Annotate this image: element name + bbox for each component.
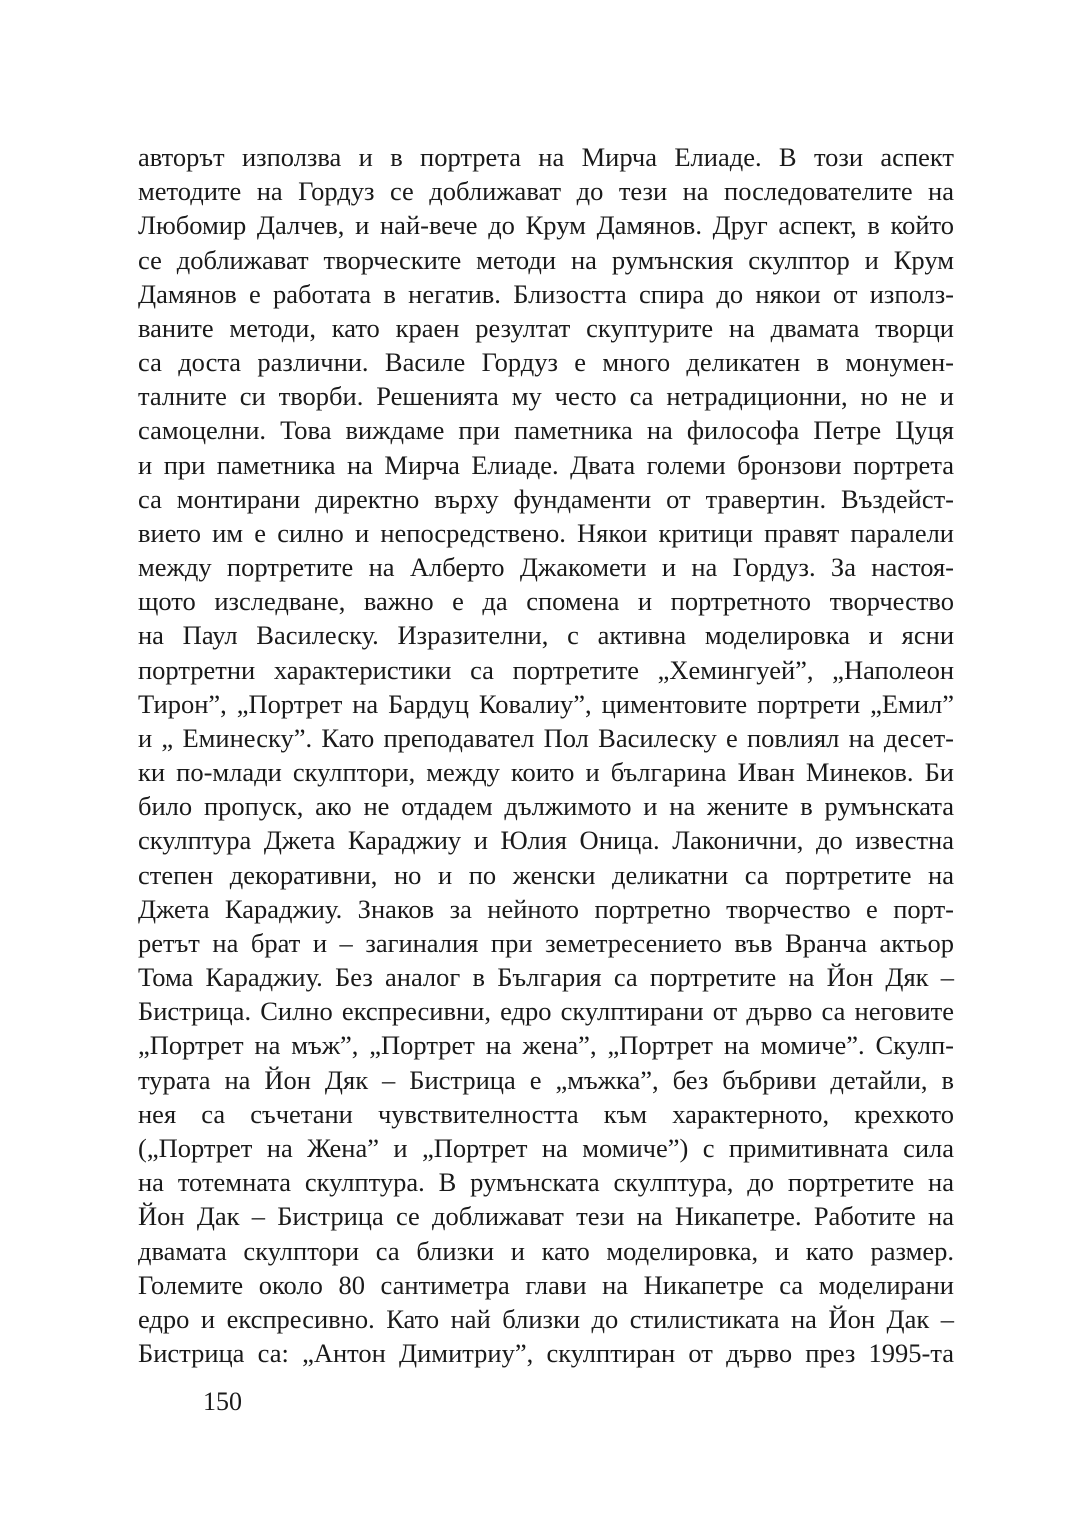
text-line: ваните методи, като краен резултат скуптурите на двамата творци xyxy=(138,312,954,343)
body-text xyxy=(138,140,954,1370)
text-line: Джета Караджиу. Знаков за нейното портретно творчество е порт- xyxy=(138,893,954,924)
text-line: самоцелни. Това виждаме при паметника на философа Петре Цуця xyxy=(138,415,954,446)
text-line: са монтирани директно върху фундаменти от травертин. Въздейст- xyxy=(138,483,954,514)
text-line: методите на Гордуз се доближават до тези на последователите на xyxy=(138,176,954,207)
text-line: се доближават творческите методи на румънския скулптор и Крум xyxy=(138,244,954,275)
text-line: едро и експресивно. Като най близки до стилистиката на Йон Дак – xyxy=(138,1303,954,1334)
text-line: и при паметника на Мирча Елиаде. Двата големи бронзови портрета xyxy=(138,449,954,480)
text-line: двамата скулптори са близки и като моделировка, и като размер. xyxy=(138,1235,954,1266)
text-line: между портретите на Алберто Джакомети и на Гордуз. За настоя- xyxy=(138,552,954,583)
text-line: са доста различни. Василе Гордуз е много деликатен в монумен- xyxy=(138,347,954,378)
text-line: („Портрет на Жена” и „Портрет на момиче”) с примитивната сила xyxy=(138,1132,954,1163)
text-line: скулптура Джета Караджиу и Юлия Оница. Лаконични, до известна xyxy=(138,825,954,856)
text-line: на Паул Василеску. Изразителни, с активна моделировка и ясни xyxy=(138,620,954,651)
text-line: щото изследване, важно е да спомена и портретното творчество xyxy=(138,586,954,617)
text-line: на тотемната скулптура. В румънската скулптура, до портретите на xyxy=(138,1167,954,1198)
text-line: Тома Караджиу. Без аналог в България са портретите на Йон Дяк – xyxy=(138,962,954,993)
text-line: авторът използва и в портрета на Мирча Елиаде. В този аспект xyxy=(138,142,954,172)
text-line: Дамянов е работата в негатив. Близостта спира до някои от използ- xyxy=(138,278,954,309)
text-line: ретът на брат и – загиналия при земетресението във Вранча актьор xyxy=(138,927,954,958)
text-line: Бистрица са: „Антон Димитриу”, скулптиран от дърво през 1995-та xyxy=(138,1338,954,1369)
text-line: било пропуск, ако не отдадем дължимото и на жените в румънската xyxy=(138,791,954,822)
text-line: Любомир Далчев, и най-вече до Крум Дамянов. Друг аспект, в който xyxy=(138,210,954,241)
text-line: Бистрица. Силно експресивни, едро скулптирани от дърво са неговите xyxy=(138,996,954,1027)
text-line: талните си творби. Решенията му често са нетрадиционни, но не и xyxy=(138,381,954,412)
text-line: Йон Дак – Бистрица се доближават тези на Никапетре. Работите на xyxy=(138,1201,954,1232)
text-line: вието им е силно и непосредствено. Някои критици правят паралели xyxy=(138,517,954,548)
text-line: турата на Йон Дяк – Бистрица е „мъжка”, без бъбриви детайли, в xyxy=(138,1064,954,1095)
page-number: 150 xyxy=(203,1387,242,1416)
text-line: Големите около 80 сантиметра глави на Никапетре са моделирани xyxy=(138,1269,954,1300)
text-line: и „ Еминеску”. Като преподавател Пол Василеску е повлиял на десет- xyxy=(138,722,954,753)
text-line: степен декоративни, но и по женски деликатни са портретите на xyxy=(138,859,954,890)
text-line: портретни характеристики са портретите „Хемингуей”, „Наполеон xyxy=(138,654,954,685)
text-line: „Портрет на мъж”, „Портрет на жена”, „Портрет на момиче”. Скулп- xyxy=(138,1030,954,1061)
text-line: Тирон”, „Портрет на Бардуц Ковалиу”, циментовите портрети „Емил” xyxy=(138,688,954,719)
text-line: ки по-млади скулптори, между които и българина Иван Минеков. Би xyxy=(138,757,954,788)
text-line: нея са съчетани чувствителността към характерното, крехкото xyxy=(138,1098,954,1129)
